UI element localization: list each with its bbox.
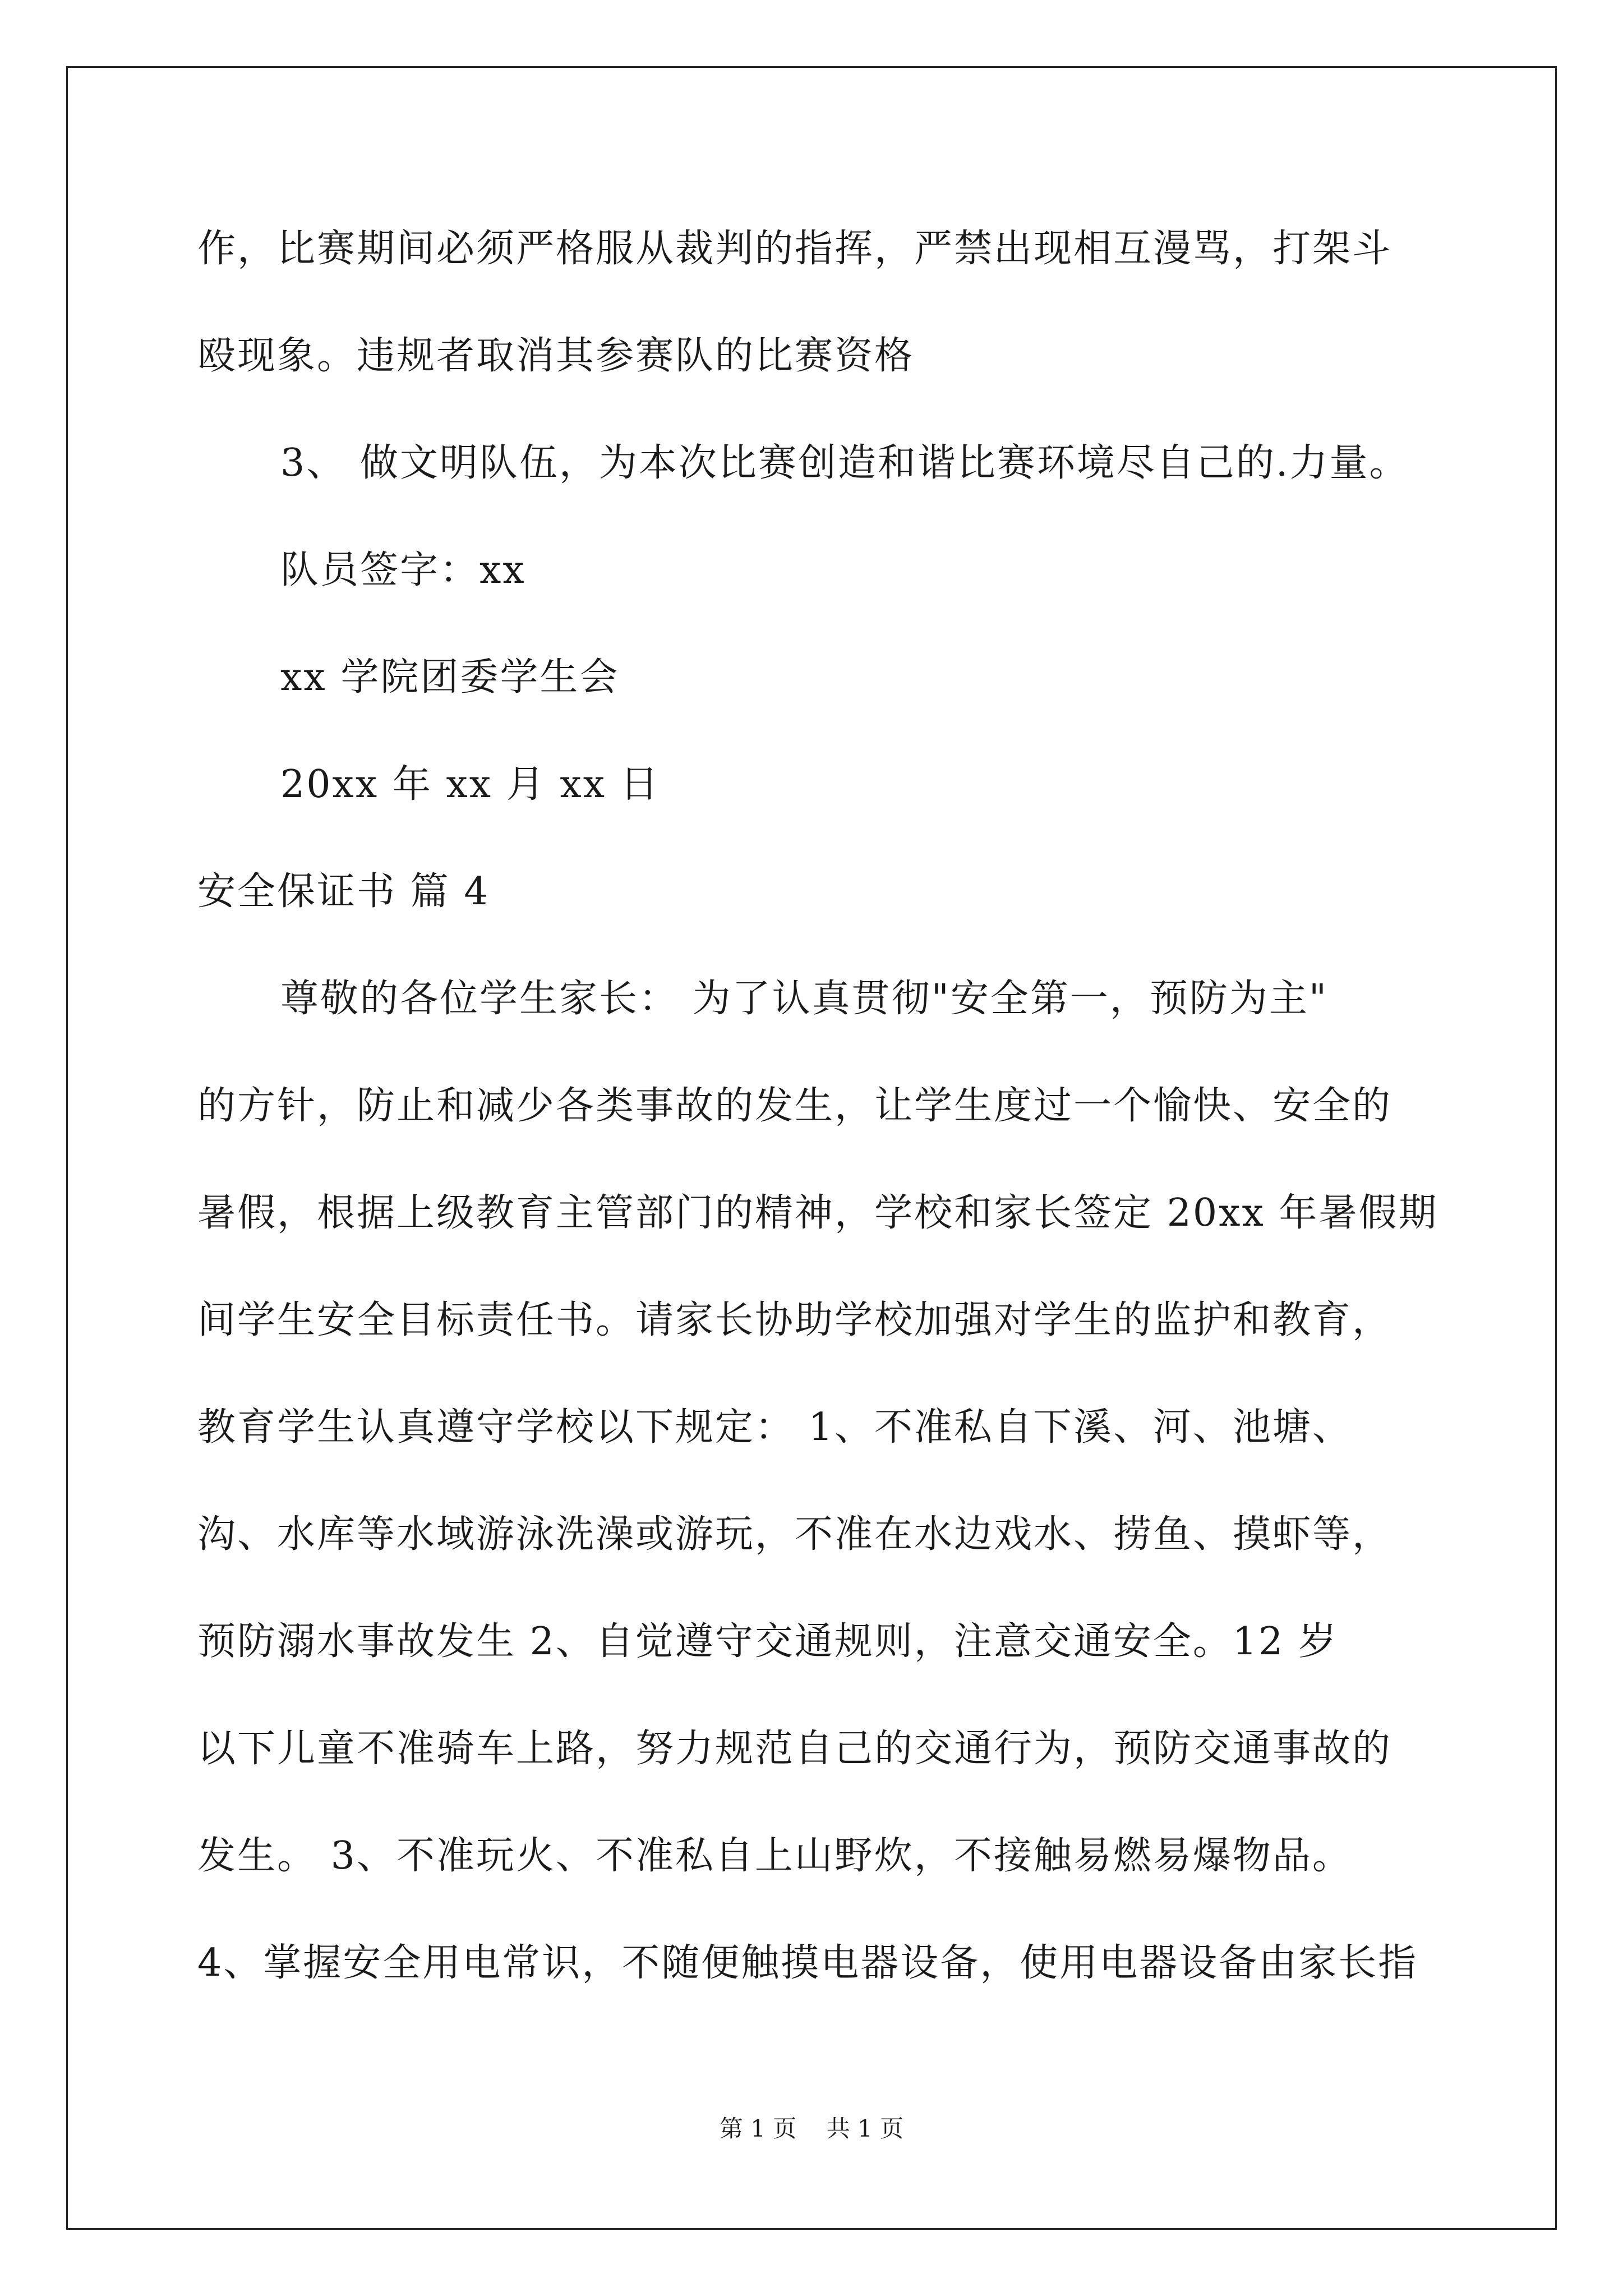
page-border [66,66,1557,2230]
body-line-10: 暑假，根据上级教育主管部门的精神，学校和家长签定 20xx 年暑假期 [197,1191,1438,1235]
body-line-14: 预防溺水事故发生 2、自觉遵守交通规则，注意交通安全。12 岁 [197,1619,1339,1664]
body-line-9: 的方针，防止和减少各类事故的发生，让学生度过一个愉快、安全的 [197,1084,1393,1128]
body-line-16: 发生。 3、不准玩火、不准私自上山野炊，不接触易燃易爆物品。 [197,1834,1352,1878]
body-line-17: 4、掌握安全用电常识，不随便触摸电器设备，使用电器设备由家长指 [197,1941,1418,1985]
organization-line: xx 学院团委学生会 [280,655,620,700]
body-line-11: 间学生安全目标责任书。请家长协助学校加强对学生的监护和教育， [197,1298,1393,1342]
signature-line: 队员签字：xx [280,548,526,592]
body-line-15: 以下儿童不准骑车上路，努力规范自己的交通行为，预防交通事故的 [197,1727,1393,1771]
body-line-2: 殴现象。违规者取消其参赛队的比赛资格 [197,334,915,378]
body-line-13: 沟、水库等水域游泳洗澡或游玩，不准在水边戏水、捞鱼、摸虾等， [197,1512,1393,1557]
body-line-12: 教育学生认真遵守学校以下规定： 1、不准私自下溪、河、池塘、 [197,1405,1352,1450]
body-line-1: 作，比赛期间必须严格服从裁判的指挥，严禁出现相互漫骂，打架斗 [197,227,1393,271]
date-line: 20xx 年 xx 月 xx 日 [280,762,660,807]
page-footer: 第 1 页 共 1 页 [719,2115,904,2142]
body-line-3: 3、 做文明队伍，为本次比赛创造和谐比赛环境尽自己的.力量。 [280,441,1409,485]
body-line-8: 尊敬的各位学生家长： 为了认真贯彻"安全第一，预防为主" [280,977,1329,1021]
section-heading: 安全保证书 篇 4 [197,869,490,914]
